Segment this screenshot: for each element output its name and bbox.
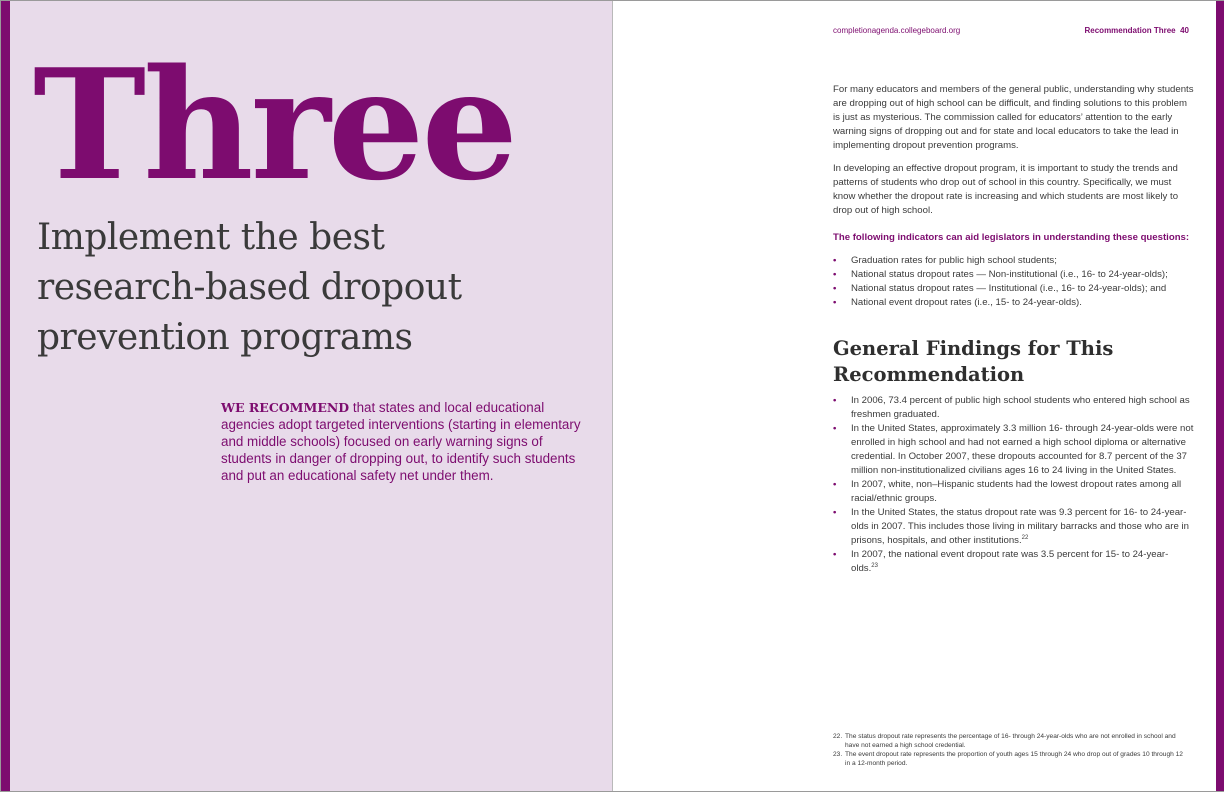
right-page (613, 1, 1224, 791)
list-item-text: National event dropout rates (i.e., 15- to 24-year-olds). (851, 297, 1082, 308)
bullet-icon: • (833, 395, 837, 406)
recommend-lead: WE RECOMMEND (221, 400, 350, 415)
bullet-icon: • (833, 423, 837, 434)
intro-paragraph: In developing an effective dropout program, it is important to study the trends and patterns of students who drop out of school in this country. Specifically, we must know whether the dropout rate is increasing and which students are most likely to drop out of high school. (833, 163, 1179, 216)
bullet-icon: • (833, 479, 837, 490)
findings-heading: General Findings for This Recommendation (833, 337, 1114, 386)
recommend-text: that states and local educational agencies adopt targeted interventions (starting in elementary and middle schools) focused on early warning signs of students in danger of dropping out, to identify such students and put an educational safety net under them. (221, 400, 581, 483)
intro-paragraph: For many educators and members of the general public, understanding why students are dropping out of high school can be difficult, and finding solutions to this problem is just as mysterious. The commission called for educators’ attention to the early warning signs of dropping out and for state and local educators to take the lead in implementing dropout prevention programs. (833, 84, 1194, 151)
chapter-title: Three (33, 35, 516, 214)
indicators-callout: The following indicators can aid legislators in understanding these questions: (833, 232, 1190, 243)
site-url: completionagenda.collegeboard.org (833, 26, 961, 35)
list-item (833, 506, 1195, 548)
section-label (1085, 25, 1190, 37)
list-item (833, 254, 1195, 268)
indicators-list (833, 254, 1195, 310)
recommendation-subtitle: Implement the best research-based dropout prevention programs (37, 217, 462, 358)
page-number: 40 (1180, 26, 1189, 35)
list-item-text: In the United States, approximately 3.3 million 16- through 24-year-olds were not enrolled in high school and had not earned a high school diploma or alternative credential. In October 2007, these dropouts accounted for 8.7 percent of the 37 million non-institutionalized civilians ages 16 to 24 living in the United States. (851, 423, 1194, 476)
bullet-icon: • (833, 297, 837, 308)
left-edge-bar (1, 1, 10, 791)
footnote-number: 22. (833, 733, 843, 740)
bullet-icon: • (833, 283, 837, 294)
list-item-text: In the United States, the status dropout rate was 9.3 percent for 16- to 24-year-olds in 2007. This includes those living in military barracks and those who are in prisons, hospitals, and other institutions. (851, 507, 1189, 546)
bullet-icon: • (833, 507, 837, 518)
list-item-text: In 2006, 73.4 percent of public high school students who entered high school as freshmen graduated. (851, 395, 1190, 420)
list-item-text: National status dropout rates — Institutional (i.e., 16- to 24-year-olds); and (851, 283, 1167, 294)
footnotes (833, 732, 1183, 768)
list-item-text: National status dropout rates — Non-institutional (i.e., 16- to 24-year-olds); (851, 269, 1168, 280)
list-item (833, 478, 1195, 506)
bullet-icon: • (833, 269, 837, 280)
footnote-number: 23. (833, 751, 843, 758)
footnote (833, 732, 1183, 750)
left-page (1, 1, 613, 791)
findings-list (833, 394, 1195, 576)
list-item-text: Graduation rates for public high school students; (851, 255, 1057, 266)
list-item (833, 422, 1195, 478)
list-item (833, 296, 1195, 310)
list-item (833, 282, 1195, 296)
section-name: Recommendation Three (1084, 26, 1176, 35)
bullet-icon: • (833, 549, 837, 560)
list-item (833, 548, 1195, 576)
running-head (833, 25, 1189, 37)
list-item-text: In 2007, white, non–Hispanic students had the lowest dropout rates among all racial/ethnic groups. (851, 479, 1182, 504)
footnote-text: The status dropout rate represents the percentage of 16- through 24-year-olds who are not enrolled in school and have not earned a high school credential. (845, 733, 1176, 749)
footnote-ref: 23 (871, 563, 878, 569)
bullet-icon: • (833, 255, 837, 266)
list-item-text: In 2007, the national event dropout rate was 3.5 percent for 15- to 24-year-olds. (851, 549, 1169, 574)
footnote (833, 750, 1183, 768)
body-column (833, 83, 1195, 576)
recommendation-statement (221, 399, 581, 484)
list-item (833, 268, 1195, 282)
right-edge-bar (1216, 1, 1224, 791)
list-item (833, 394, 1195, 422)
footnote-text: The event dropout rate represents the proportion of youth ages 15 through 24 who drop out of grades 10 through 12 in a 12-month period. (845, 751, 1183, 767)
footnote-ref: 22 (1021, 535, 1029, 541)
